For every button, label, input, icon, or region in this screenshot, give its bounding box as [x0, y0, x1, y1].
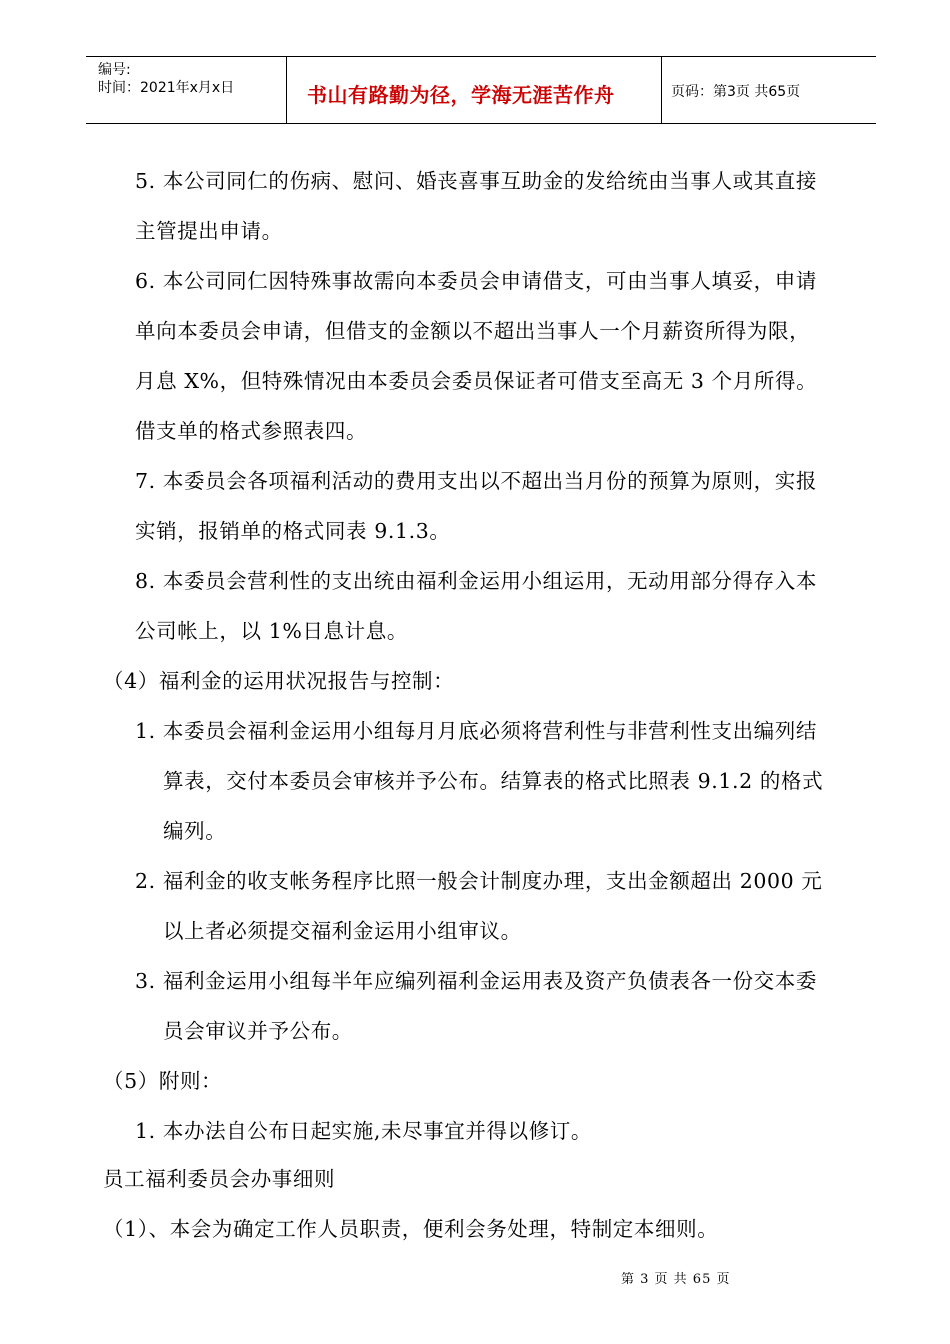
body-line: 1. 本办法自公布日起实施,未尽事宜并得以修订。 — [135, 1119, 592, 1143]
header-motto-cell — [286, 57, 662, 123]
header-page-cell — [661, 57, 876, 123]
section-heading: （4）福利金的运用状况报告与控制： — [103, 669, 455, 693]
document-number-label: 编号: — [98, 62, 131, 78]
page-footer: 第 3 页 共 65 页 — [621, 1272, 731, 1287]
document-time-label: 时间：2021年x月x日 — [98, 80, 235, 96]
header-meta-cell — [86, 57, 286, 123]
body-line: 借支单的格式参照表四。 — [135, 419, 368, 443]
body-line: 算表，交付本委员会审核并予公布。结算表的格式比照表 9.1.2 的格式 — [163, 769, 824, 793]
document-subtitle: 员工福利委员会办事细则 — [103, 1167, 336, 1191]
body-line: （1）、本会为确定工作人员职责，便利会务处理，特制定本细则。 — [103, 1217, 719, 1241]
body-line: 实销，报销单的格式同表 9.1.3。 — [135, 519, 451, 543]
body-line: 7. 本委员会各项福利活动的费用支出以不超出当月份的预算为原则，实报 — [135, 469, 817, 493]
body-line: 编列。 — [163, 819, 227, 843]
body-line: 6. 本公司同仁因特殊事故需向本委员会申请借支，可由当事人填妥，申请 — [135, 269, 817, 293]
body-line: 3. 福利金运用小组每半年应编列福利金运用表及资产负债表各一份交本委 — [135, 969, 817, 993]
body-line: 1. 本委员会福利金运用小组每月月底必须将营利性与非营利性支出编列结 — [135, 719, 817, 743]
body-line: 员会审议并予公布。 — [163, 1019, 353, 1043]
body-line: 主管提出申请。 — [135, 219, 283, 243]
body-line: 以上者必须提交福利金运用小组审议。 — [163, 919, 522, 943]
page-header — [86, 56, 876, 124]
body-line: 单向本委员会申请，但借支的金额以不超出当事人一个月薪资所得为限， — [135, 319, 811, 343]
body-line: 2. 福利金的收支帐务程序比照一般会计制度办理，支出金额超出 2000 元 — [135, 869, 823, 893]
body-line: 月息 X%，但特殊情况由本委员会委员保证者可借支至高无 3 个月所得。 — [135, 369, 818, 393]
body-line: 8. 本委员会营利性的支出统由福利金运用小组运用，无动用部分得存入本 — [135, 569, 817, 593]
body-line: 公司帐上，以 1%日息计息。 — [135, 619, 408, 643]
section-heading: （5）附则： — [103, 1069, 223, 1093]
body-line: 5. 本公司同仁的伤病、慰问、婚丧喜事互助金的发给统由当事人或其直接 — [135, 169, 817, 193]
page-info-text: 页码：第3页 共65页 — [671, 84, 801, 100]
motto-text: 书山有路勤为径，学海无涯苦作舟 — [307, 83, 615, 107]
